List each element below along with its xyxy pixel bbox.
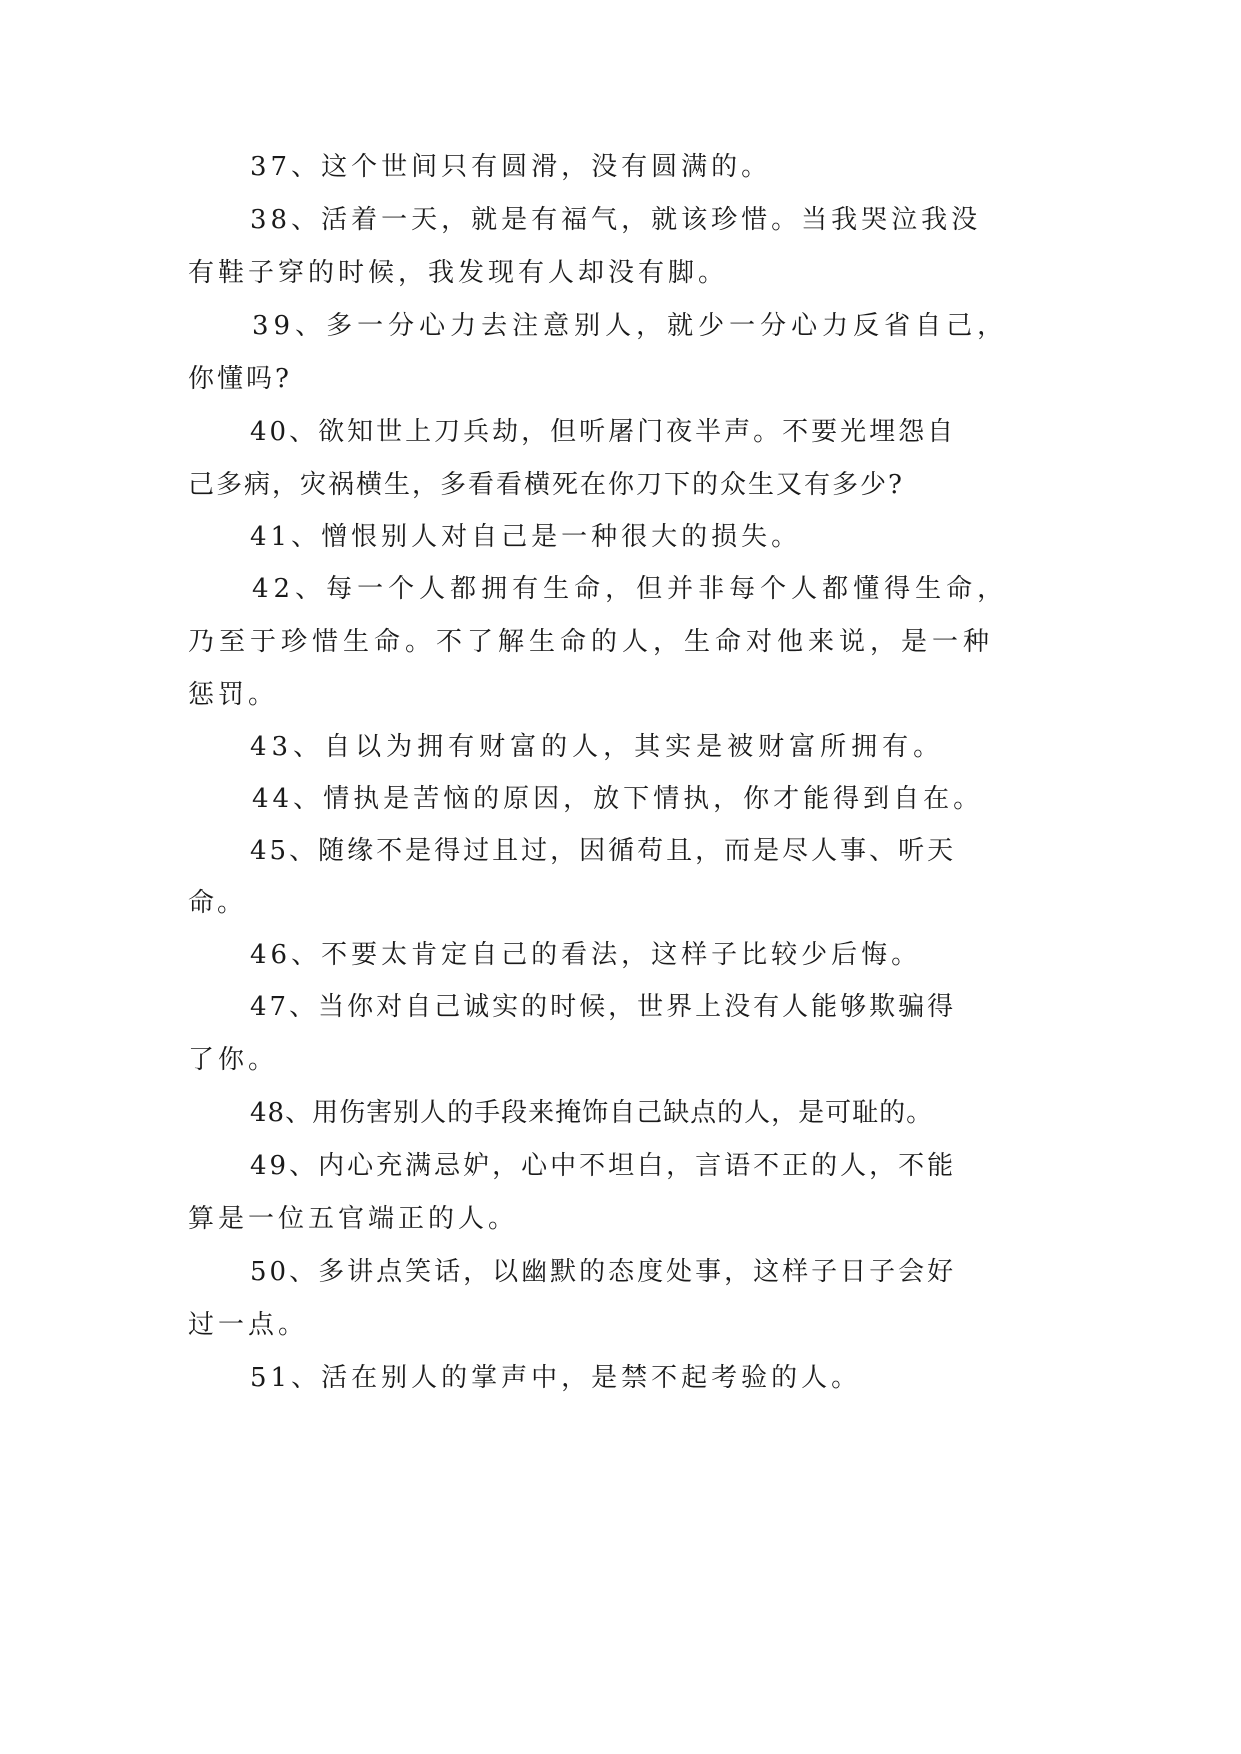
text-line: 乃至于珍惜生命。不了解生命的人，生命对他来说，是一种 [188, 627, 995, 657]
text-line: 42、每一个人都拥有生命，但并非每个人都懂得生命， [252, 574, 1009, 604]
text-line: 49、内心充满忌妒，心中不坦白，言语不正的人，不能 [250, 1151, 957, 1181]
text-line: 38、活着一天，就是有福气，就该珍惜。当我哭泣我没 [250, 205, 982, 235]
text-line: 40、欲知世上刀兵劫，但听屠门夜半声。不要光埋怨自 [250, 417, 957, 447]
text-line: 有鞋子穿的时候，我发现有人却没有脚。 [188, 258, 729, 288]
text-line: 惩罚。 [188, 680, 279, 710]
text-line: 45、随缘不是得过且过，因循苟且，而是尽人事、听天 [250, 836, 957, 866]
text-line: 50、多讲点笑话，以幽默的态度处事，这样子日子会好 [250, 1257, 957, 1287]
text-line: 41、憎恨别人对自己是一种很大的损失。 [250, 522, 802, 552]
text-line: 37、这个世间只有圆滑，没有圆满的。 [250, 152, 772, 182]
text-line: 算是一位五官端正的人。 [188, 1204, 519, 1234]
text-line: 47、当你对自己诚实的时候，世界上没有人能够欺骗得 [250, 992, 957, 1022]
text-line: 己多病，灾祸横生，多看看横死在你刀下的众生又有多少? [188, 470, 904, 500]
text-line: 51、活在别人的掌声中，是禁不起考验的人。 [250, 1363, 862, 1393]
text-line: 44、情执是苦恼的原因，放下情执，你才能得到自在。 [252, 784, 984, 814]
text-line: 你懂吗? [188, 364, 292, 394]
text-line: 39、多一分心力去注意别人，就少一分心力反省自己， [252, 311, 1009, 341]
text-line: 43、自以为拥有财富的人，其实是被财富所拥有。 [250, 732, 945, 762]
text-line: 48、用伤害别人的手段来掩饰自己缺点的人，是可耻的。 [250, 1098, 934, 1128]
text-line: 过一点。 [188, 1310, 309, 1340]
text-line: 46、不要太肯定自己的看法，这样子比较少后悔。 [250, 940, 922, 970]
text-line: 命。 [188, 888, 247, 918]
text-line: 了你。 [188, 1045, 279, 1075]
